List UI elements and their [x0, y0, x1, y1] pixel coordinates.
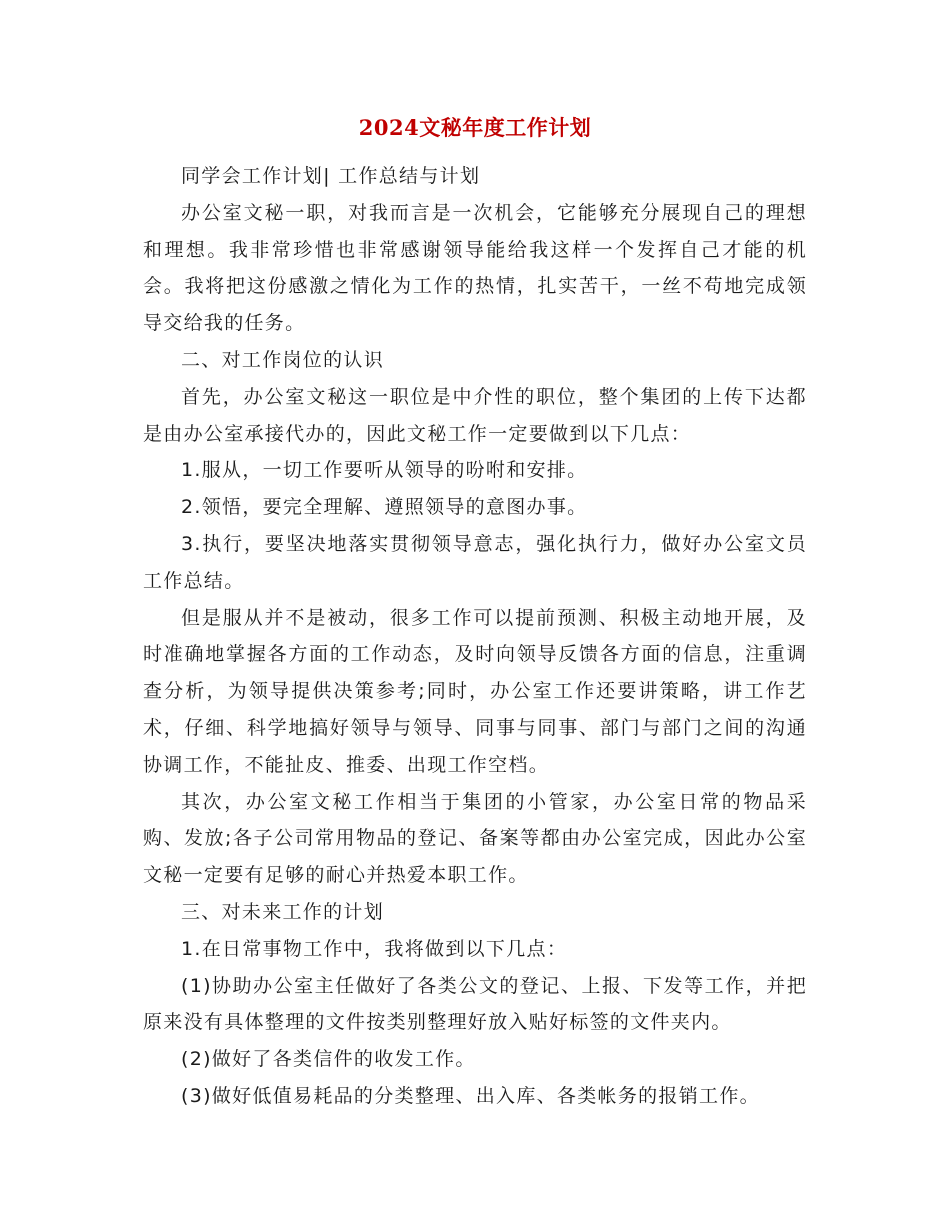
- list-item-understand: 2.领悟，要完全理解、遵照领导的意图办事。: [181, 496, 588, 519]
- list-item-daily: 1.在日常事物工作中，我将做到以下几点：: [181, 937, 568, 960]
- document-title: 2024文秘年度工作计划: [358, 115, 592, 140]
- list-item-obey: 1.服从，一切工作要听从领导的吩咐和安排。: [181, 459, 588, 482]
- document-body: [143, 158, 807, 1115]
- section-heading-2: 二、对工作岗位的认识: [181, 348, 385, 371]
- paragraph-intro: 办公室文秘一职，对我而言是一次机会，它能够充分展现自己的理想和理想。我非常珍惜也非常感谢领导能给我这样一个发挥自己才能的机会。我将把这份感激之情化为工作的热情，扎实苦干，一丝不苟地完成领导交给我的任务。: [143, 201, 807, 335]
- paragraph-proactive: 但是服从并不是被动，很多工作可以提前预测、积极主动地开展，及时准确地掌握各方面的工作动态，及时向领导反馈各方面的信息，注重调查分析，为领导提供决策参考;同时，办公室工作还要讲策略，讲工作艺术，仔细、科学地搞好领导与领导、同事与同事、部门与部门之间的沟通协调工作，不能扯皮、推委、出现工作空档。: [143, 606, 807, 776]
- list-item-execute: 3.执行，要坚决地落实贯彻领导意志，强化执行力，做好办公室文员工作总结。: [143, 532, 807, 592]
- sub-item-1: (1)协助办公室主任做好了各类公文的登记、上报、下发等工作，并把原来没有具体整理的文件按类别整理好放入贴好标签的文件夹内。: [143, 974, 807, 1034]
- sub-item-2: (2)做好了各类信件的收发工作。: [181, 1048, 476, 1071]
- paragraph-subtitle: 同学会工作计划| 工作总结与计划: [181, 165, 481, 187]
- section-heading-3: 三、对未来工作的计划: [181, 900, 385, 923]
- paragraph-second: 其次，办公室文秘工作相当于集团的小管家，办公室日常的物品采购、发放;各子公司常用物品的登记、备案等都由办公室完成，因此办公室文秘一定要有足够的耐心并热爱本职工作。: [143, 790, 807, 887]
- sub-item-3: (3)做好低值易耗品的分类整理、出入库、各类帐务的报销工作。: [181, 1084, 760, 1107]
- paragraph-first: 首先，办公室文秘这一职位是中介性的职位，整个集团的上传下达都是由办公室承接代办的，因此文秘工作一定要做到以下几点：: [143, 385, 807, 445]
